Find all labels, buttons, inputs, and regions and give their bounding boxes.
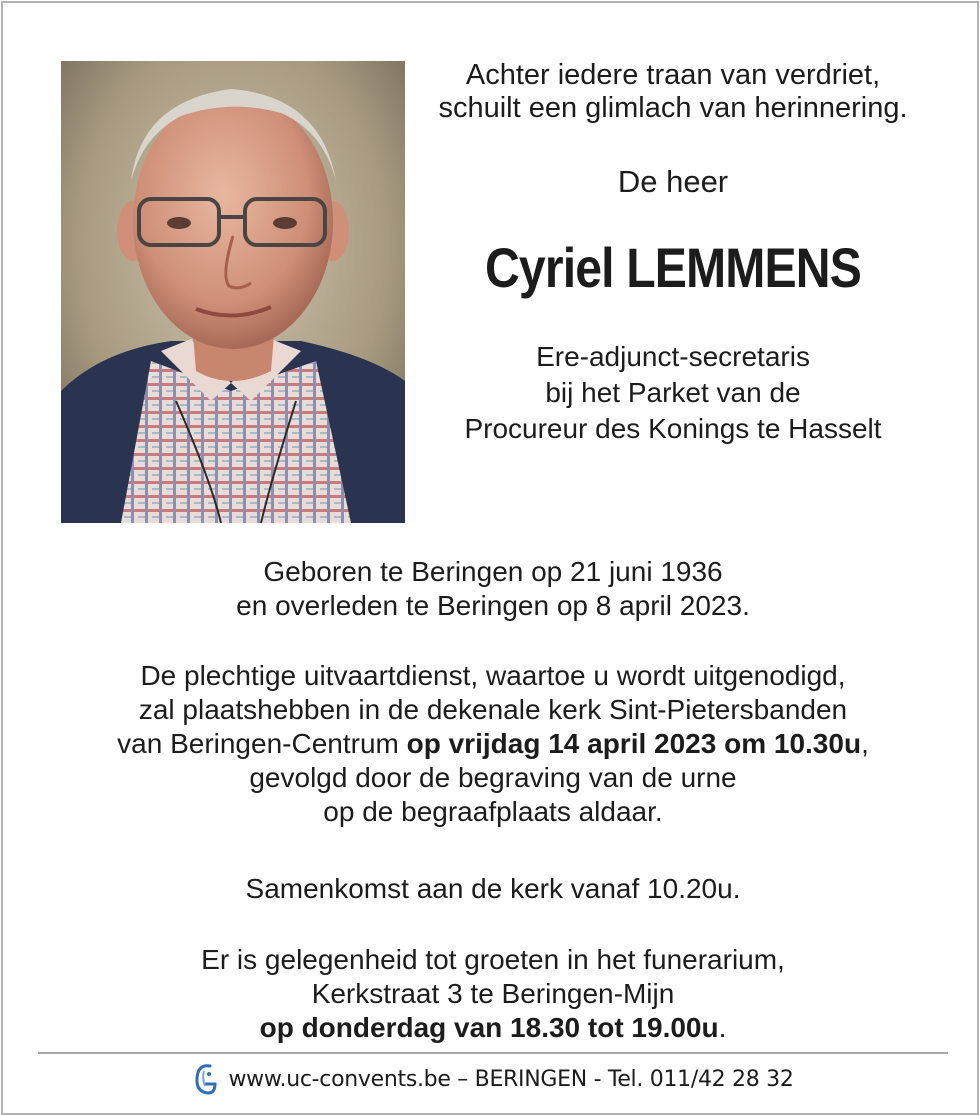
service-line-3-suffix: , bbox=[861, 728, 869, 759]
visit-line-1: Er is gelegenheid tot groeten in het funerarium, bbox=[201, 944, 785, 975]
service-line-2: zal plaatshebben in de dekenale kerk Sint-Pietersbanden bbox=[138, 694, 848, 725]
uc-convents-logo-icon bbox=[192, 1062, 218, 1096]
service-line-5: op de begraafplaats aldaar. bbox=[323, 796, 663, 827]
function-line-2: bij het Parket van de bbox=[545, 377, 801, 408]
function-line-3: Procureur des Konings te Hasselt bbox=[464, 413, 882, 444]
birth-death-info bbox=[33, 555, 953, 623]
born-line-1: Geboren te Beringen op 21 juni 1936 bbox=[263, 556, 723, 587]
funeral-service-info bbox=[33, 659, 953, 829]
born-line-2: en overleden te Beringen op 8 april 2023. bbox=[236, 590, 750, 621]
footer bbox=[163, 1059, 823, 1099]
visit-line-2: Kerkstraat 3 te Beringen-Mijn bbox=[311, 978, 675, 1009]
visit-line-3 bbox=[33, 1011, 953, 1045]
service-line-4: gevolgd door de begraving van de urne bbox=[249, 762, 737, 793]
visit-date-time: op donderdag van 18.30 tot 19.00u bbox=[259, 1012, 719, 1043]
deceased-name: Cyriel LEMMENS bbox=[484, 236, 861, 299]
service-line-3-prefix: van Beringen-Centrum bbox=[117, 728, 407, 759]
quote-line-1: Achter iedere traan van verdriet, bbox=[465, 59, 881, 91]
quote-line-2: schuilt een glimlach van herinnering. bbox=[438, 92, 908, 124]
function-line-1: Ere-adjunct-secretaris bbox=[536, 341, 810, 372]
funeral-home-contact-link[interactable]: www.uc-convents.be – BERINGEN - Tel. 011/42 28 32 bbox=[228, 1066, 794, 1092]
service-line-1: De plechtige uitvaartdienst, waartoe u wordt uitgenodigd, bbox=[140, 660, 846, 691]
memorial-quote bbox=[408, 59, 938, 125]
visit-line-3-suffix: . bbox=[718, 1012, 727, 1043]
function-title bbox=[408, 339, 938, 447]
honorific: De heer bbox=[617, 164, 729, 199]
service-line-3 bbox=[33, 727, 953, 761]
obituary-card bbox=[1, 1, 979, 1115]
portrait-photo bbox=[61, 61, 405, 523]
footer-divider bbox=[38, 1052, 948, 1054]
visitation-info bbox=[33, 943, 953, 1045]
service-date-time: op vrijdag 14 april 2023 om 10.30u bbox=[406, 728, 862, 759]
meeting-info: Samenkomst aan de kerk vanaf 10.20u. bbox=[245, 873, 741, 904]
